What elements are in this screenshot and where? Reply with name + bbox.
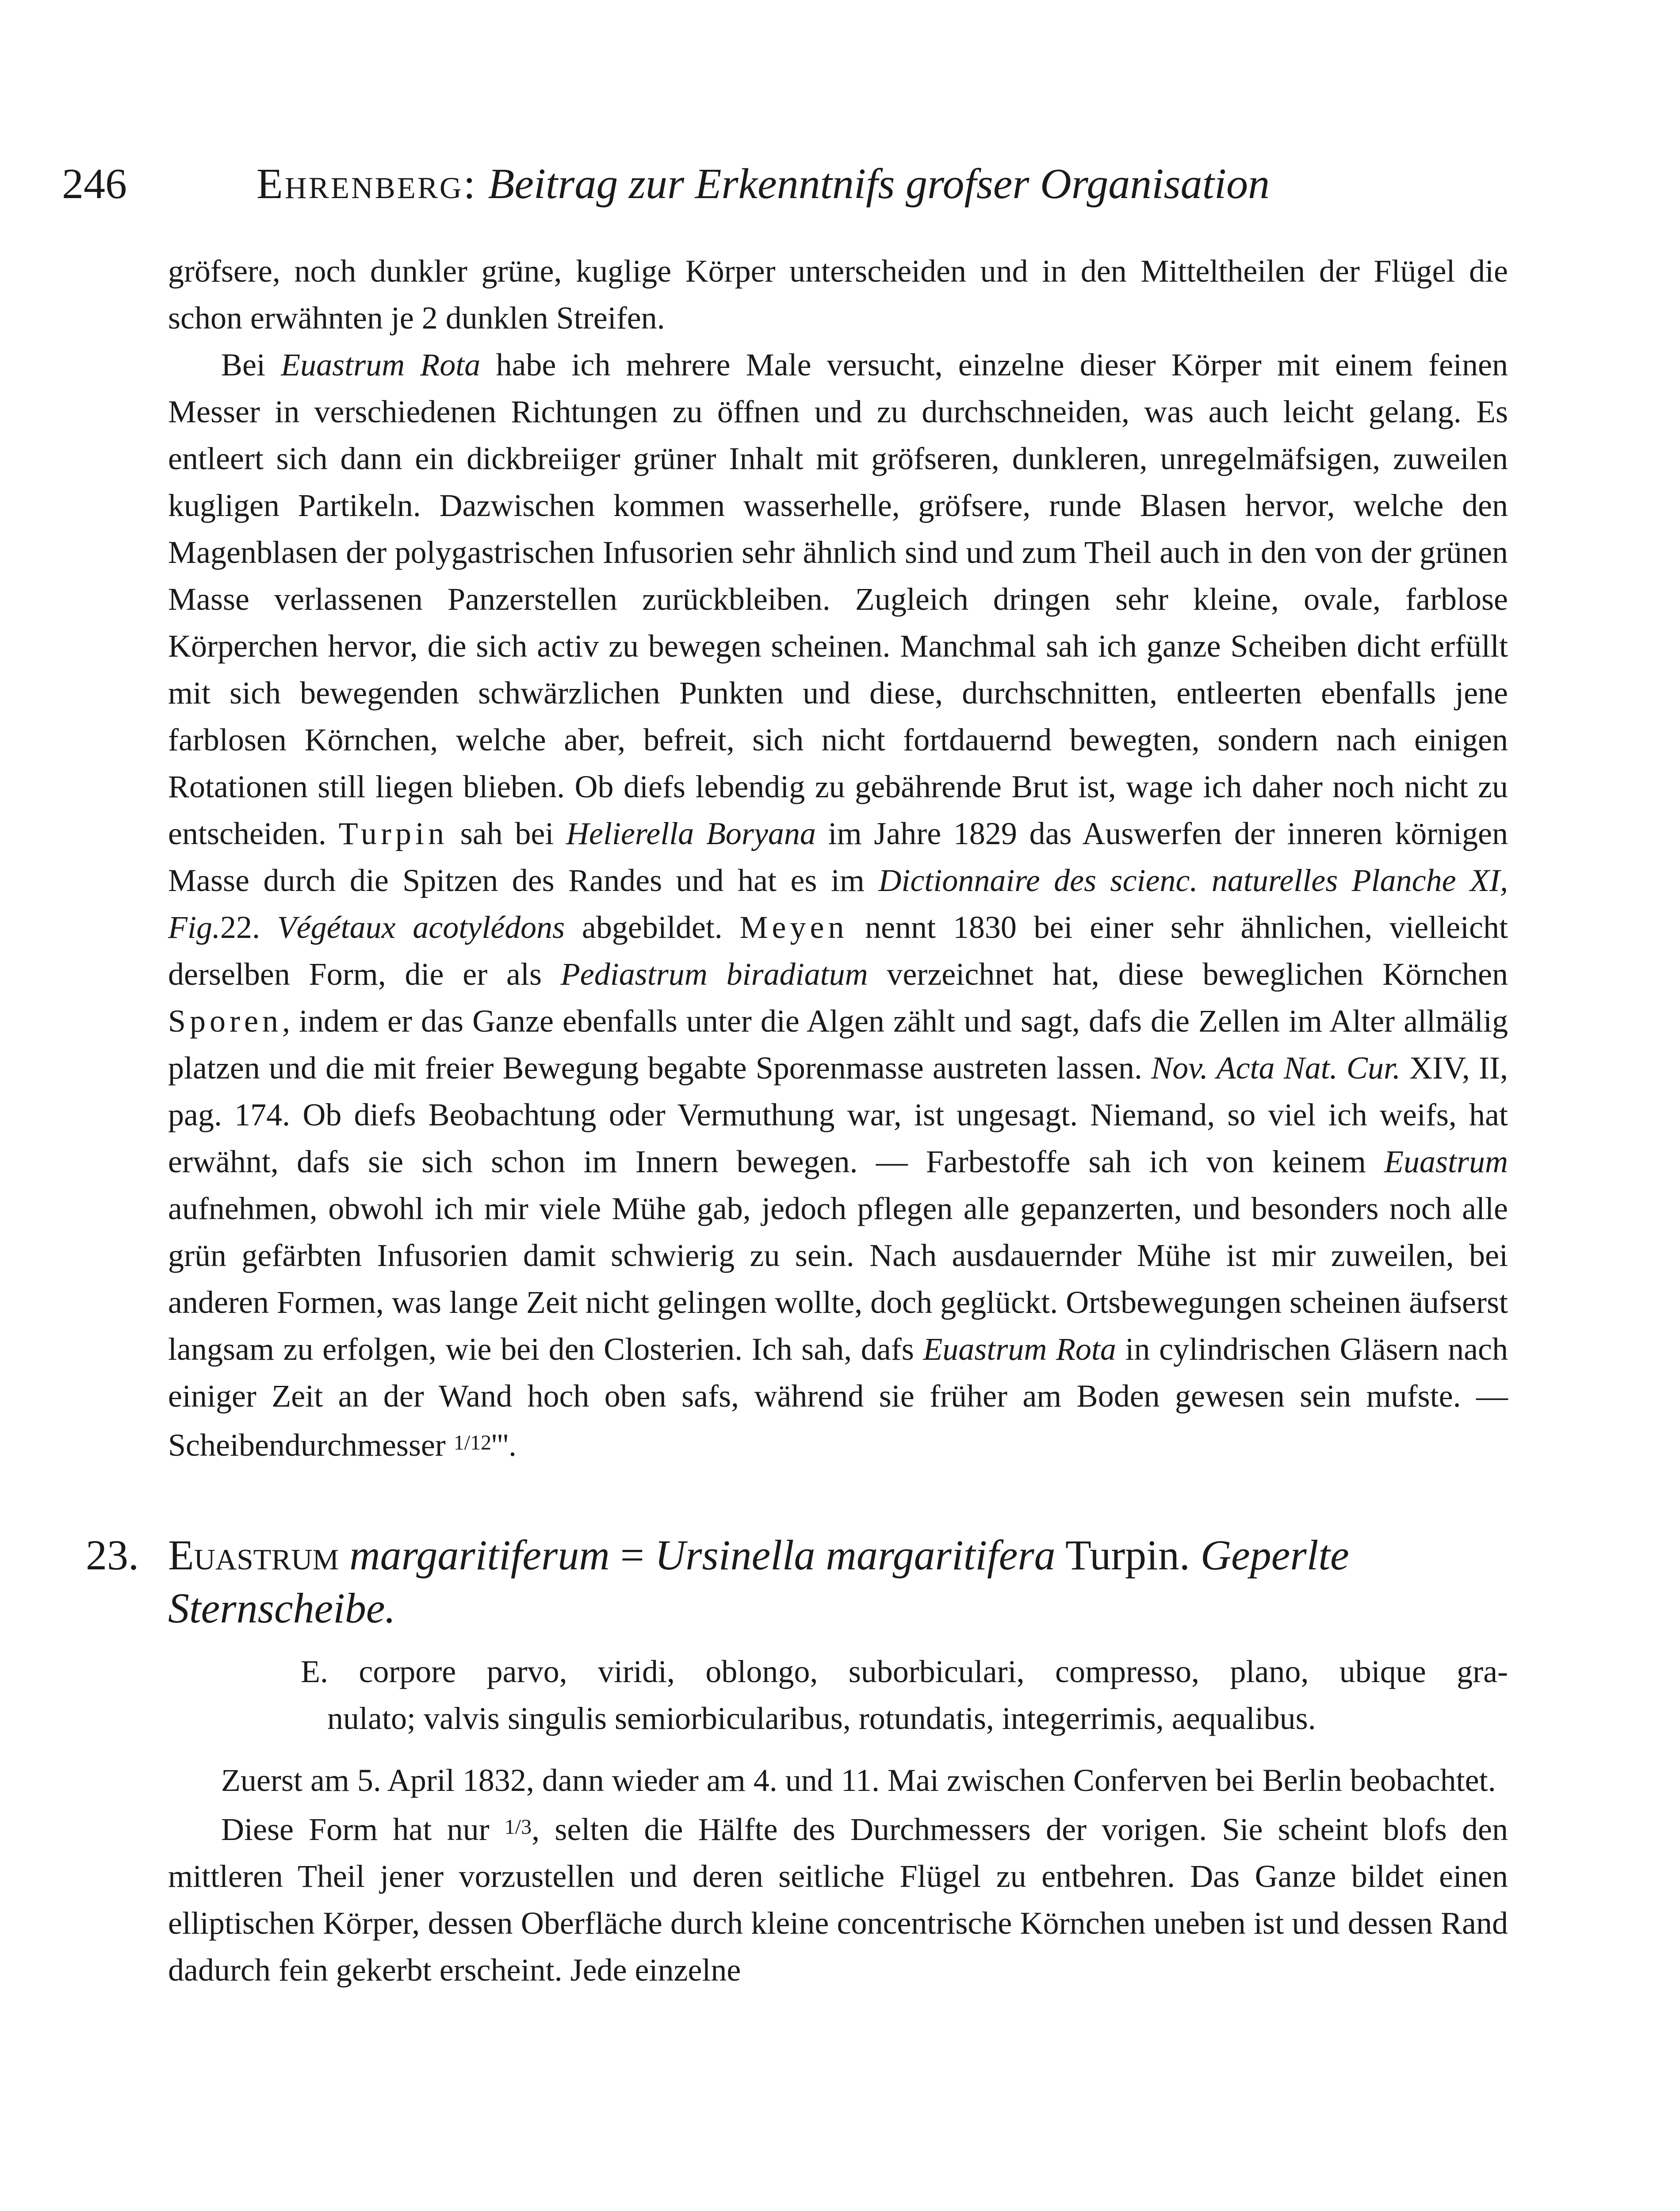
species-genus: Euastrum [168, 1531, 339, 1579]
emphasized-term: Sporen [168, 1003, 282, 1039]
paragraph-euastrum-rota: Bei Euastrum Rota habe ich mehrere Male versucht, einzelne dieser Körper mit einem feinen Messer in verschiedenen Richtungen zu öffnen und zu durchschneiden, was auch leicht gelang. Es entleert sich dann ein dickbreiiger grüner Inhalt mit gröfseren, dunkleren, unregelmäfsigen, zuweilen kugligen Partikeln. Dazwischen kommen wasserhelle, gröfsere, runde Blasen hervor, welche den Magenblasen der polygastrischen Infusorien sehr ähnlich sind und zum Theil auch in den von der grünen Masse verlassenen Panzerstellen zurückbleiben. Zugleich dringen sehr kleine, ovale, farblose Körperchen hervor, die sich activ zu bewegen scheinen. Manchmal sah ich ganze Scheiben dicht erfüllt mit sich bewegenden schwärzlichen Punkten und diese, durchschnitten, entleerten ebenfalls jene farblosen Körnchen, welche aber, befreit, sich nicht fortdauernd bewegten, sondern nach einigen Rotationen still liegen blieben. Ob diefs lebendig zu gebährende Brut ist, wage ich daher noch nicht zu entscheiden. Turpin sah bei Helierella Boryana im Jahre 1829 das Auswerfen der inneren körnigen Masse durch die Spitzen des Randes und hat es im Dictionnaire des scienc. naturelles Planche XI, Fig.22. Végétaux acotylédons abgebildet. Meyen nennt 1830 bei einer sehr ähnlichen, vielleicht derselben Form, die er als Pediastrum biradiatum verzeichnet hat, diese beweglichen Körnchen Sporen, indem er das Ganze ebenfalls unter die Algen zählt und sagt, dafs die Zellen im Alter allmälig platzen und die mit freier Bewegung begabte Sporenmasse austreten lassen. Nov. Acta Nat. Cur. XIV, II, pag. 174. Ob diefs Beobachtung oder Vermuthung war, ist ungesagt. Niemand, so viel ich weifs, hat erwähnt, dafs sie sich schon im Innern bewegen. — Farbestoffe sah ich von keinem Euastrum aufnehmen, obwohl ich mir viele Mühe gab, jedoch pflegen alle gepanzerten, und besonders noch alle grün gefärbten Infusorien damit schwierig zu sein. Nach ausdauernder Mühe ist mir zuweilen, bei anderen Formen, was lange Zeit nicht gelingen wollte, doch geglückt. Ortsbewegungen scheinen äufserst langsam zu erfolgen, wie bei den Closterien. Ich sah, dafs Euastrum Rota in cylindrischen Gläsern nach einiger Zeit an der Wand hoch oben safs, während sie früher am Boden gewesen sein mufste. — Scheibendurchmesser 1/12'''. [168, 347, 1508, 1463]
running-head-title: Beitrag zur Erkenntnifs grofser Organisation [488, 160, 1270, 208]
taxon-name: Euastrum Rota [281, 347, 481, 383]
taxon-name: Euastrum Rota [923, 1331, 1116, 1367]
fraction: 1/3 [504, 1815, 532, 1839]
diagnosis-line: nulato; valvis singulis semiorbicularibus, rotundatis, integerrimis, aequalibus. [327, 1701, 1316, 1736]
diagnosis-line: E. corpore parvo, viridi, oblongo, suborbiculari, compresso, plano, ubique gra- [301, 1654, 1508, 1689]
species-number: 23. [86, 1531, 139, 1579]
taxon-name: Euastrum [1384, 1144, 1508, 1179]
species-heading [86, 1529, 1508, 1635]
page-body [86, 248, 1508, 1993]
equals-sign: = [620, 1531, 644, 1579]
author-name: Turpin [338, 816, 448, 851]
synonym-author: Turpin. [1065, 1531, 1190, 1579]
author-name: Meyen [739, 910, 848, 945]
reference-title: Nov. Acta Nat. Cur. [1151, 1050, 1401, 1086]
reference-title: Dictionnaire des scienc. naturelles Planche XI, Fig. [168, 863, 1508, 945]
paragraph-continuation: gröfsere, noch dunkler grüne, kuglige Körper unterscheiden und in den Mitteltheilen der Flügel die schon erwähnten je 2 dunklen Streifen. [168, 253, 1508, 336]
species-epithet: margaritiferum [349, 1531, 610, 1579]
taxon-name: Pediastrum biradiatum [560, 956, 868, 992]
paragraph-observation: Zuerst am 5. April 1832, dann wieder am 4. und 11. Mai zwischen Conferven bei Berlin beobachtet. [221, 1763, 1496, 1798]
running-head [256, 159, 1270, 209]
species-synonym: Ursinella margaritifera [654, 1531, 1056, 1579]
fraction: 1/12 [453, 1431, 492, 1454]
reference-title: Végétaux acotylédons [277, 910, 565, 945]
page-number: 246 [62, 160, 127, 208]
species-common-name: Geperlte Sternscheibe. [168, 1531, 1349, 1632]
taxon-name: Helierella Boryana [566, 816, 816, 851]
running-head-author: Ehrenberg: [256, 160, 477, 208]
paragraph-description: Diese Form hat nur 1/3, selten die Hälfte des Durchmessers der vorigen. Sie scheint blofs den mittleren Theil jener vorzustellen und deren seitliche Flügel zu entbehren. Das Ganze bildet einen elliptischen Körper, dessen Oberfläche durch kleine concentrische Körnchen uneben ist und dessen Rand dadurch fein gekerbt erscheint. Jede einzelne [168, 1812, 1508, 1988]
page-header [62, 159, 1512, 221]
species-diagnosis [301, 1648, 1508, 1742]
